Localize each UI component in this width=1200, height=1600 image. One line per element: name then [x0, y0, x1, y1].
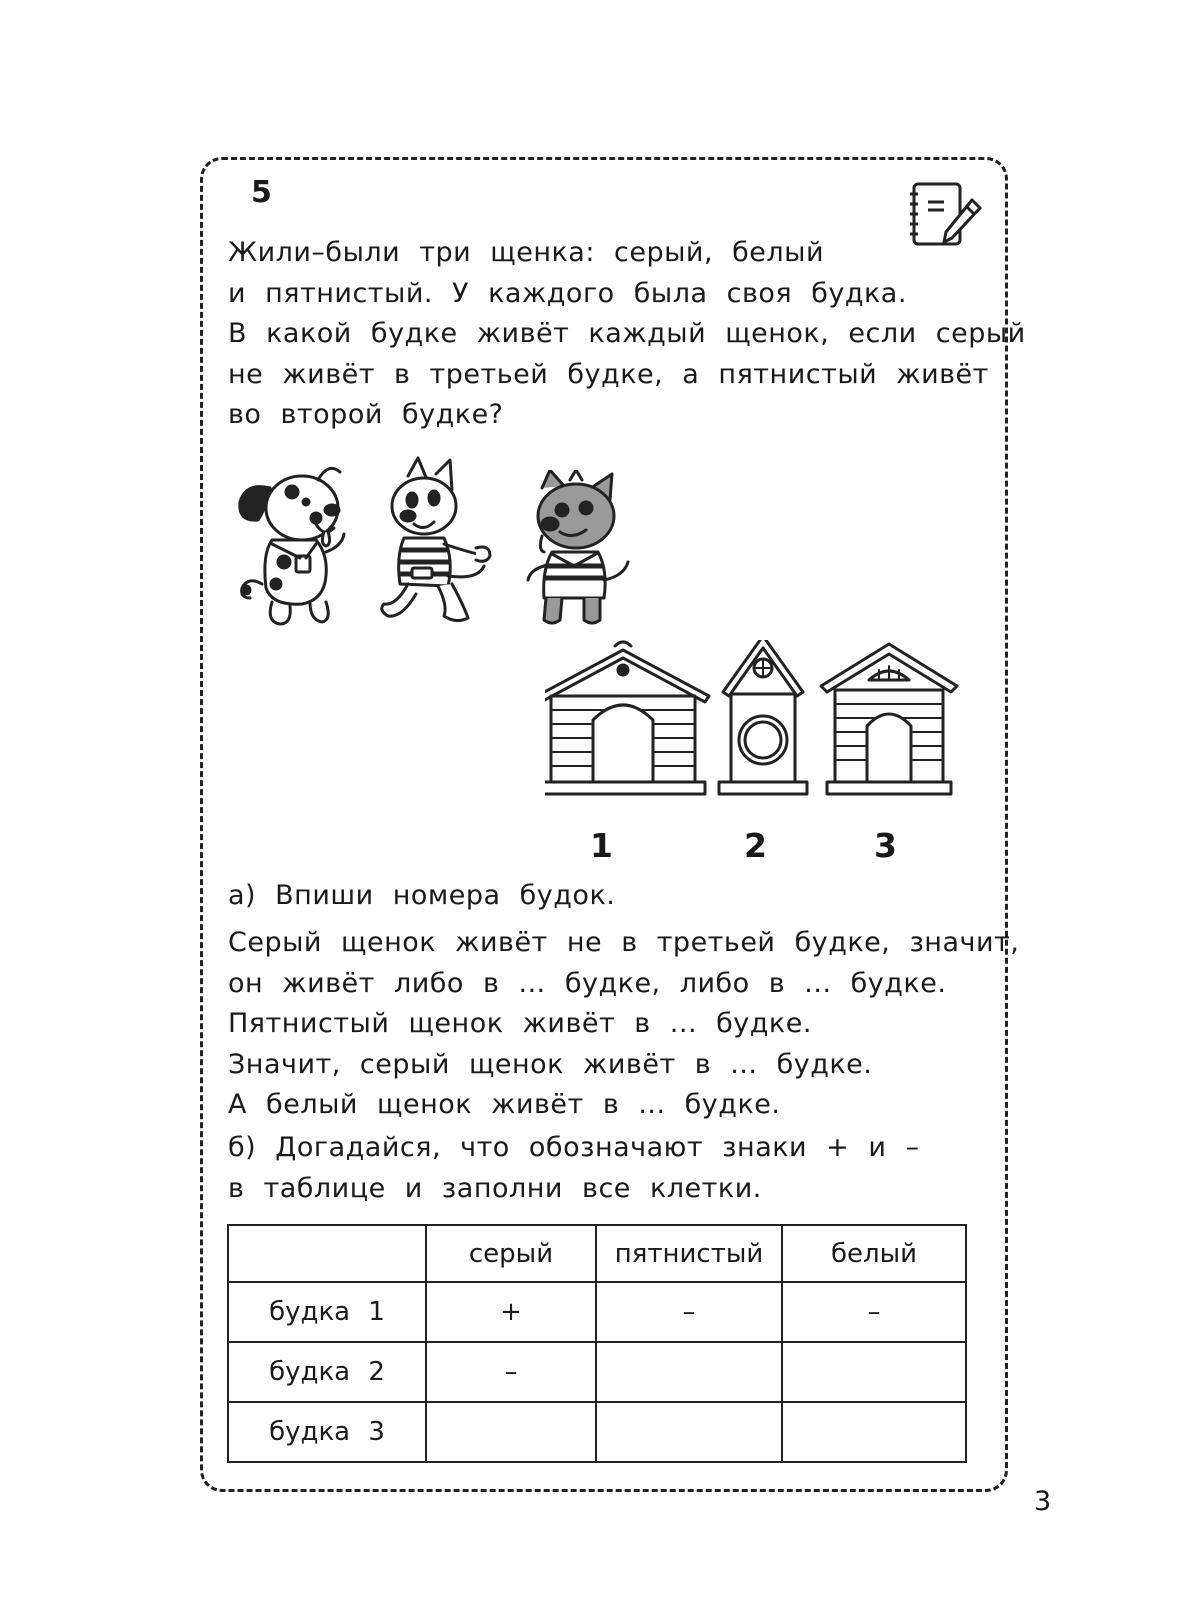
house-number-1: 1	[590, 826, 613, 865]
table-cell[interactable]	[782, 1342, 966, 1402]
part-b-line: б) Догадайся, что обозначают знаки + и –	[228, 1132, 920, 1163]
table-cell[interactable]: –	[782, 1282, 966, 1342]
table-cell[interactable]: –	[426, 1342, 596, 1402]
table-header-row	[228, 1225, 966, 1282]
reasoning-text	[228, 923, 1019, 1126]
table-cell[interactable]	[596, 1342, 782, 1402]
reasoning-line: А белый щенок живёт в ... будке.	[228, 1089, 781, 1120]
problem-line: и пятнистый. У каждого была своя будка.	[228, 277, 907, 309]
problem-line: Жили–были три щенка: серый, белый	[228, 237, 825, 268]
dog-house-3	[821, 640, 957, 794]
reasoning-line: Значит, серый щенок живёт в ... будке.	[228, 1048, 873, 1080]
part-a-line: а) Впиши номера будок.	[228, 880, 616, 911]
spotted-puppy-illustration	[232, 458, 350, 630]
table-header-cell	[228, 1225, 426, 1282]
table-row-label: будка 1	[228, 1282, 426, 1342]
table-cell[interactable]	[596, 1402, 782, 1462]
table-cell[interactable]: +	[426, 1282, 596, 1342]
task-number: 5	[251, 175, 272, 210]
table-header-cell: серый	[426, 1225, 596, 1282]
reasoning-line: Серый щенок живёт не в третьей будке, значит,	[228, 927, 1020, 958]
dog-houses-illustration	[545, 640, 965, 800]
reasoning-line: он живёт либо в ... будке, либо в ... будке.	[228, 967, 947, 999]
reasoning-line: Пятнистый щенок живёт в ... будке.	[228, 1008, 812, 1039]
problem-text	[228, 233, 1026, 436]
part-b-line: в таблице и заполни все клетки.	[228, 1172, 762, 1204]
answer-table	[227, 1224, 967, 1463]
problem-line: во второй будке?	[228, 399, 504, 430]
gray-puppy-illustration	[524, 470, 644, 642]
table-cell[interactable]	[426, 1402, 596, 1462]
house-number-3: 3	[874, 826, 897, 865]
dog-house-1	[545, 642, 709, 794]
table-row-label: будка 3	[228, 1402, 426, 1462]
table-row	[228, 1342, 966, 1402]
page-number: 3	[1034, 1486, 1052, 1517]
table-header-cell: белый	[782, 1225, 966, 1282]
table-row-label: будка 2	[228, 1342, 426, 1402]
table-row	[228, 1402, 966, 1462]
table-cell[interactable]: –	[596, 1282, 782, 1342]
problem-line: В какой будке живёт каждый щенок, если серый	[228, 318, 1026, 349]
part-b-instruction	[228, 1128, 920, 1209]
dog-house-2	[719, 640, 807, 794]
house-number-2: 2	[744, 826, 767, 865]
part-a-instruction	[228, 876, 615, 916]
table-row	[228, 1282, 966, 1342]
white-puppy-illustration	[378, 456, 500, 632]
table-cell[interactable]	[782, 1402, 966, 1462]
problem-line: не живёт в третьей будке, а пятнистый живёт	[228, 358, 989, 390]
table-header-cell: пятнистый	[596, 1225, 782, 1282]
